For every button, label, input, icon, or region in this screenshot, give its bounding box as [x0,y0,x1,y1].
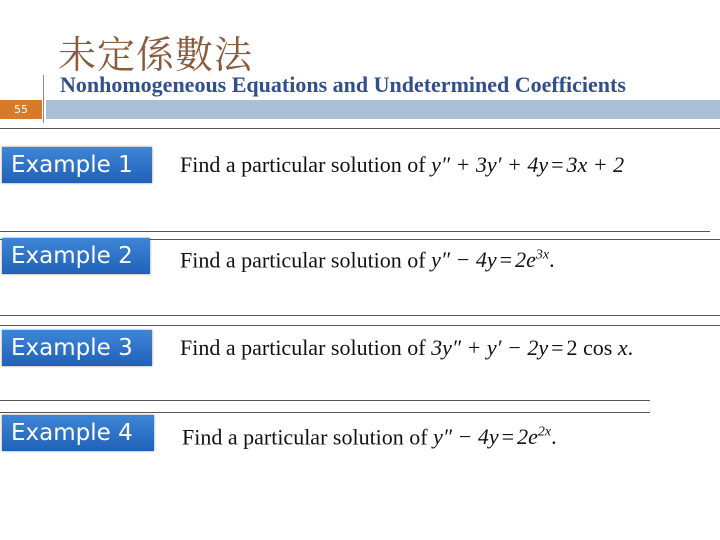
divider-rule [0,315,720,316]
example-badge: Example 4 [2,415,154,451]
divider-rule [0,400,650,401]
equation: y″ + 3y′ + 4y = 3x + 2 [431,152,625,177]
example-badge: Example 1 [2,147,152,183]
problem-text: Find a particular solution of [180,335,426,360]
header-bar [46,100,720,119]
problem-statement [182,415,557,455]
title-divider [43,75,44,123]
problem-statement [180,147,624,183]
equation: $y'' - 4y = 2e^{3x}$. [431,247,555,273]
problem-text: Find a particular solution of [180,152,426,177]
equation: 3y″ + y′ − 2y = 2 cos x. [431,335,634,360]
example-badge: Example 3 [2,330,152,366]
problem-statement [180,330,633,366]
problem-text: Find a particular solution of [182,424,428,450]
equation: $y'' - 4y = 2e^{2x}$. [433,424,557,450]
page-subtitle: Nonhomogeneous Equations and Undetermined Coefficients [60,72,626,97]
slide-number: 55 [0,100,42,119]
example-badge: Example 2 [2,238,150,274]
problem-statement [180,238,555,278]
page-title: 未定係數法 [58,33,254,77]
divider-rule [0,325,720,326]
problem-text: Find a particular solution of [180,247,426,273]
divider-rule [0,128,720,129]
divider-rule [0,231,710,232]
divider-rule [0,412,650,413]
